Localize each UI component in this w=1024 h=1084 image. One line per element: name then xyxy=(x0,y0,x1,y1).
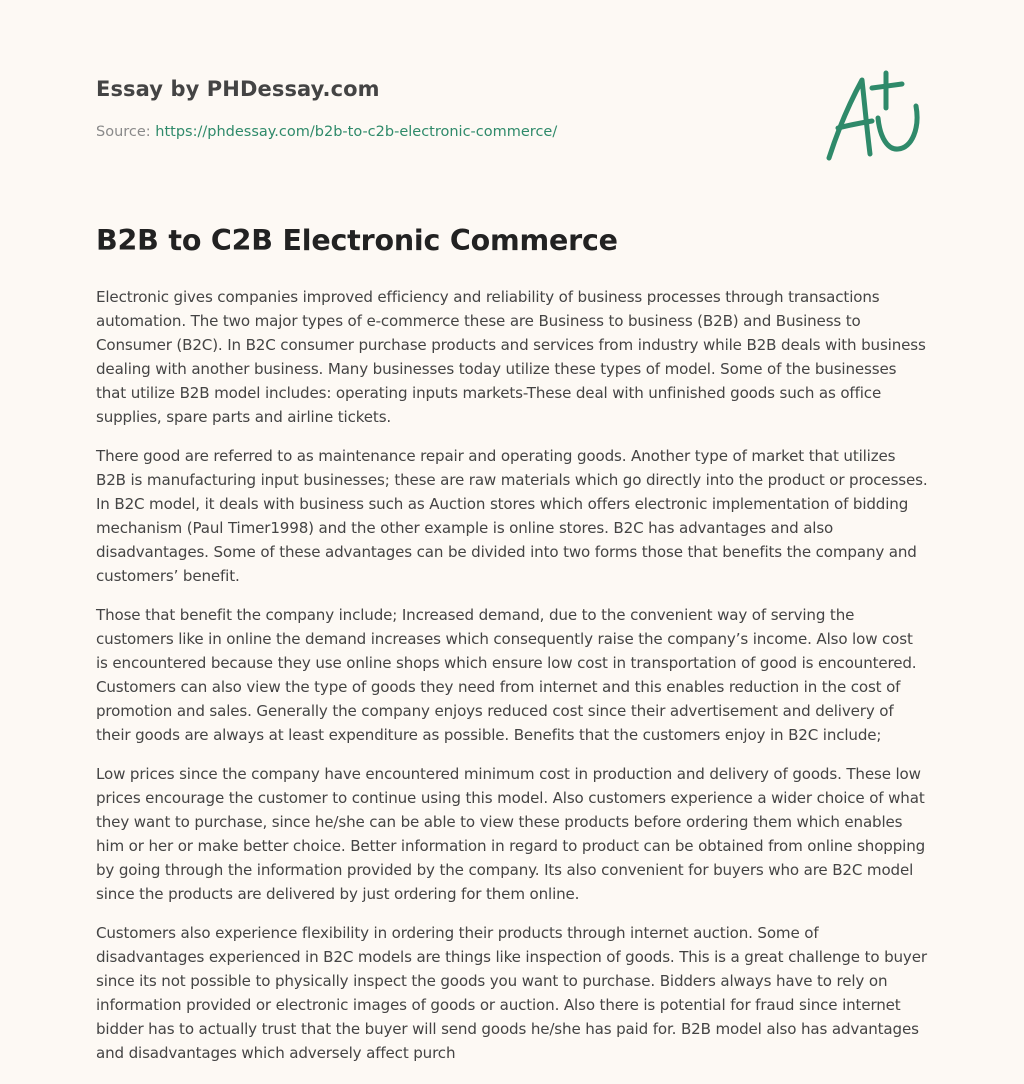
essay-paragraph-3: Those that benefit the company include; Increased demand, due to the convenient way of serving the customers like in online the demand increases which consequently raise the company’s income. Also low cost is encountered because they use online shops which ensure low cost in transportation of good is encountered. Customers can also view the type of goods they need from internet and this enables reduction in the cost of promotion and sales. Generally the company enjoys reduced cost since their advertisement and delivery of their goods are always at least expenditure as possible. Benefits that the customers enjoy in B2C include; xyxy=(96,606,917,744)
source-line xyxy=(96,124,557,140)
source-label: Source: xyxy=(96,124,151,140)
a-plus-grade-icon xyxy=(824,68,928,164)
article-title: B2B to C2B Electronic Commerce xyxy=(96,224,618,257)
essay-paragraph-2: There good are referred to as maintenance repair and operating goods. Another type of market that utilizes B2B is manufacturing input businesses; these are raw materials which go directly into the product or processes. In B2C model, it deals with business such as Auction stores which offers electronic implementation of bidding mechanism (Paul Timer1998) and the other example is online stores. B2C has advantages and also disadvantages. Some of these advantages can be divided into two forms those that benefits the company and customers’ benefit. xyxy=(96,447,928,585)
essay-paragraph-5: Customers also experience flexibility in ordering their products through internet auction. Some of disadvantages experienced in B2C models are things like inspection of goods. This is a great challenge to buyer since its not possible to physically inspect the goods you want to purchase. Bidders always have to rely on information provided or electronic images of goods or auction. Also there is potential for fraud since internet bidder has to actually trust that the buyer will send goods he/she has paid for. B2B model also has advantages and disadvantages which adversely affect purch xyxy=(96,924,927,1062)
essay-paragraph-4: Low prices since the company have encountered minimum cost in production and delivery of goods. These low prices encourage the customer to continue using this model. Also customers experience a wider choice of what they want to purchase, since he/she can be able to view these products before ordering them which enables him or her or make better choice. Better information in regard to product can be obtained from online shopping by going through the information provided by the company. Its also convenient for buyers who are B2C model since the products are delivered by just ordering for them online. xyxy=(96,765,926,903)
essay-body xyxy=(96,285,928,1080)
essay-paragraph-1: Electronic gives companies improved efficiency and reliability of business processes through transactions automation. The two major types of e-commerce these are Business to business (B2B) and Business to Consumer (B2C). In B2C consumer purchase products and services from industry while B2B deals with business dealing with another business. Many businesses today utilize these types of model. Some of the businesses that utilize B2B model includes: operating inputs markets-These deal with unfinished goods such as office supplies, spare parts and airline tickets. xyxy=(96,288,926,426)
page-header xyxy=(96,0,928,200)
site-title: Essay by PHDessay.com xyxy=(96,77,380,101)
source-link[interactable]: https://phdessay.com/b2b-to-c2b-electronic-commerce/ xyxy=(155,124,558,140)
